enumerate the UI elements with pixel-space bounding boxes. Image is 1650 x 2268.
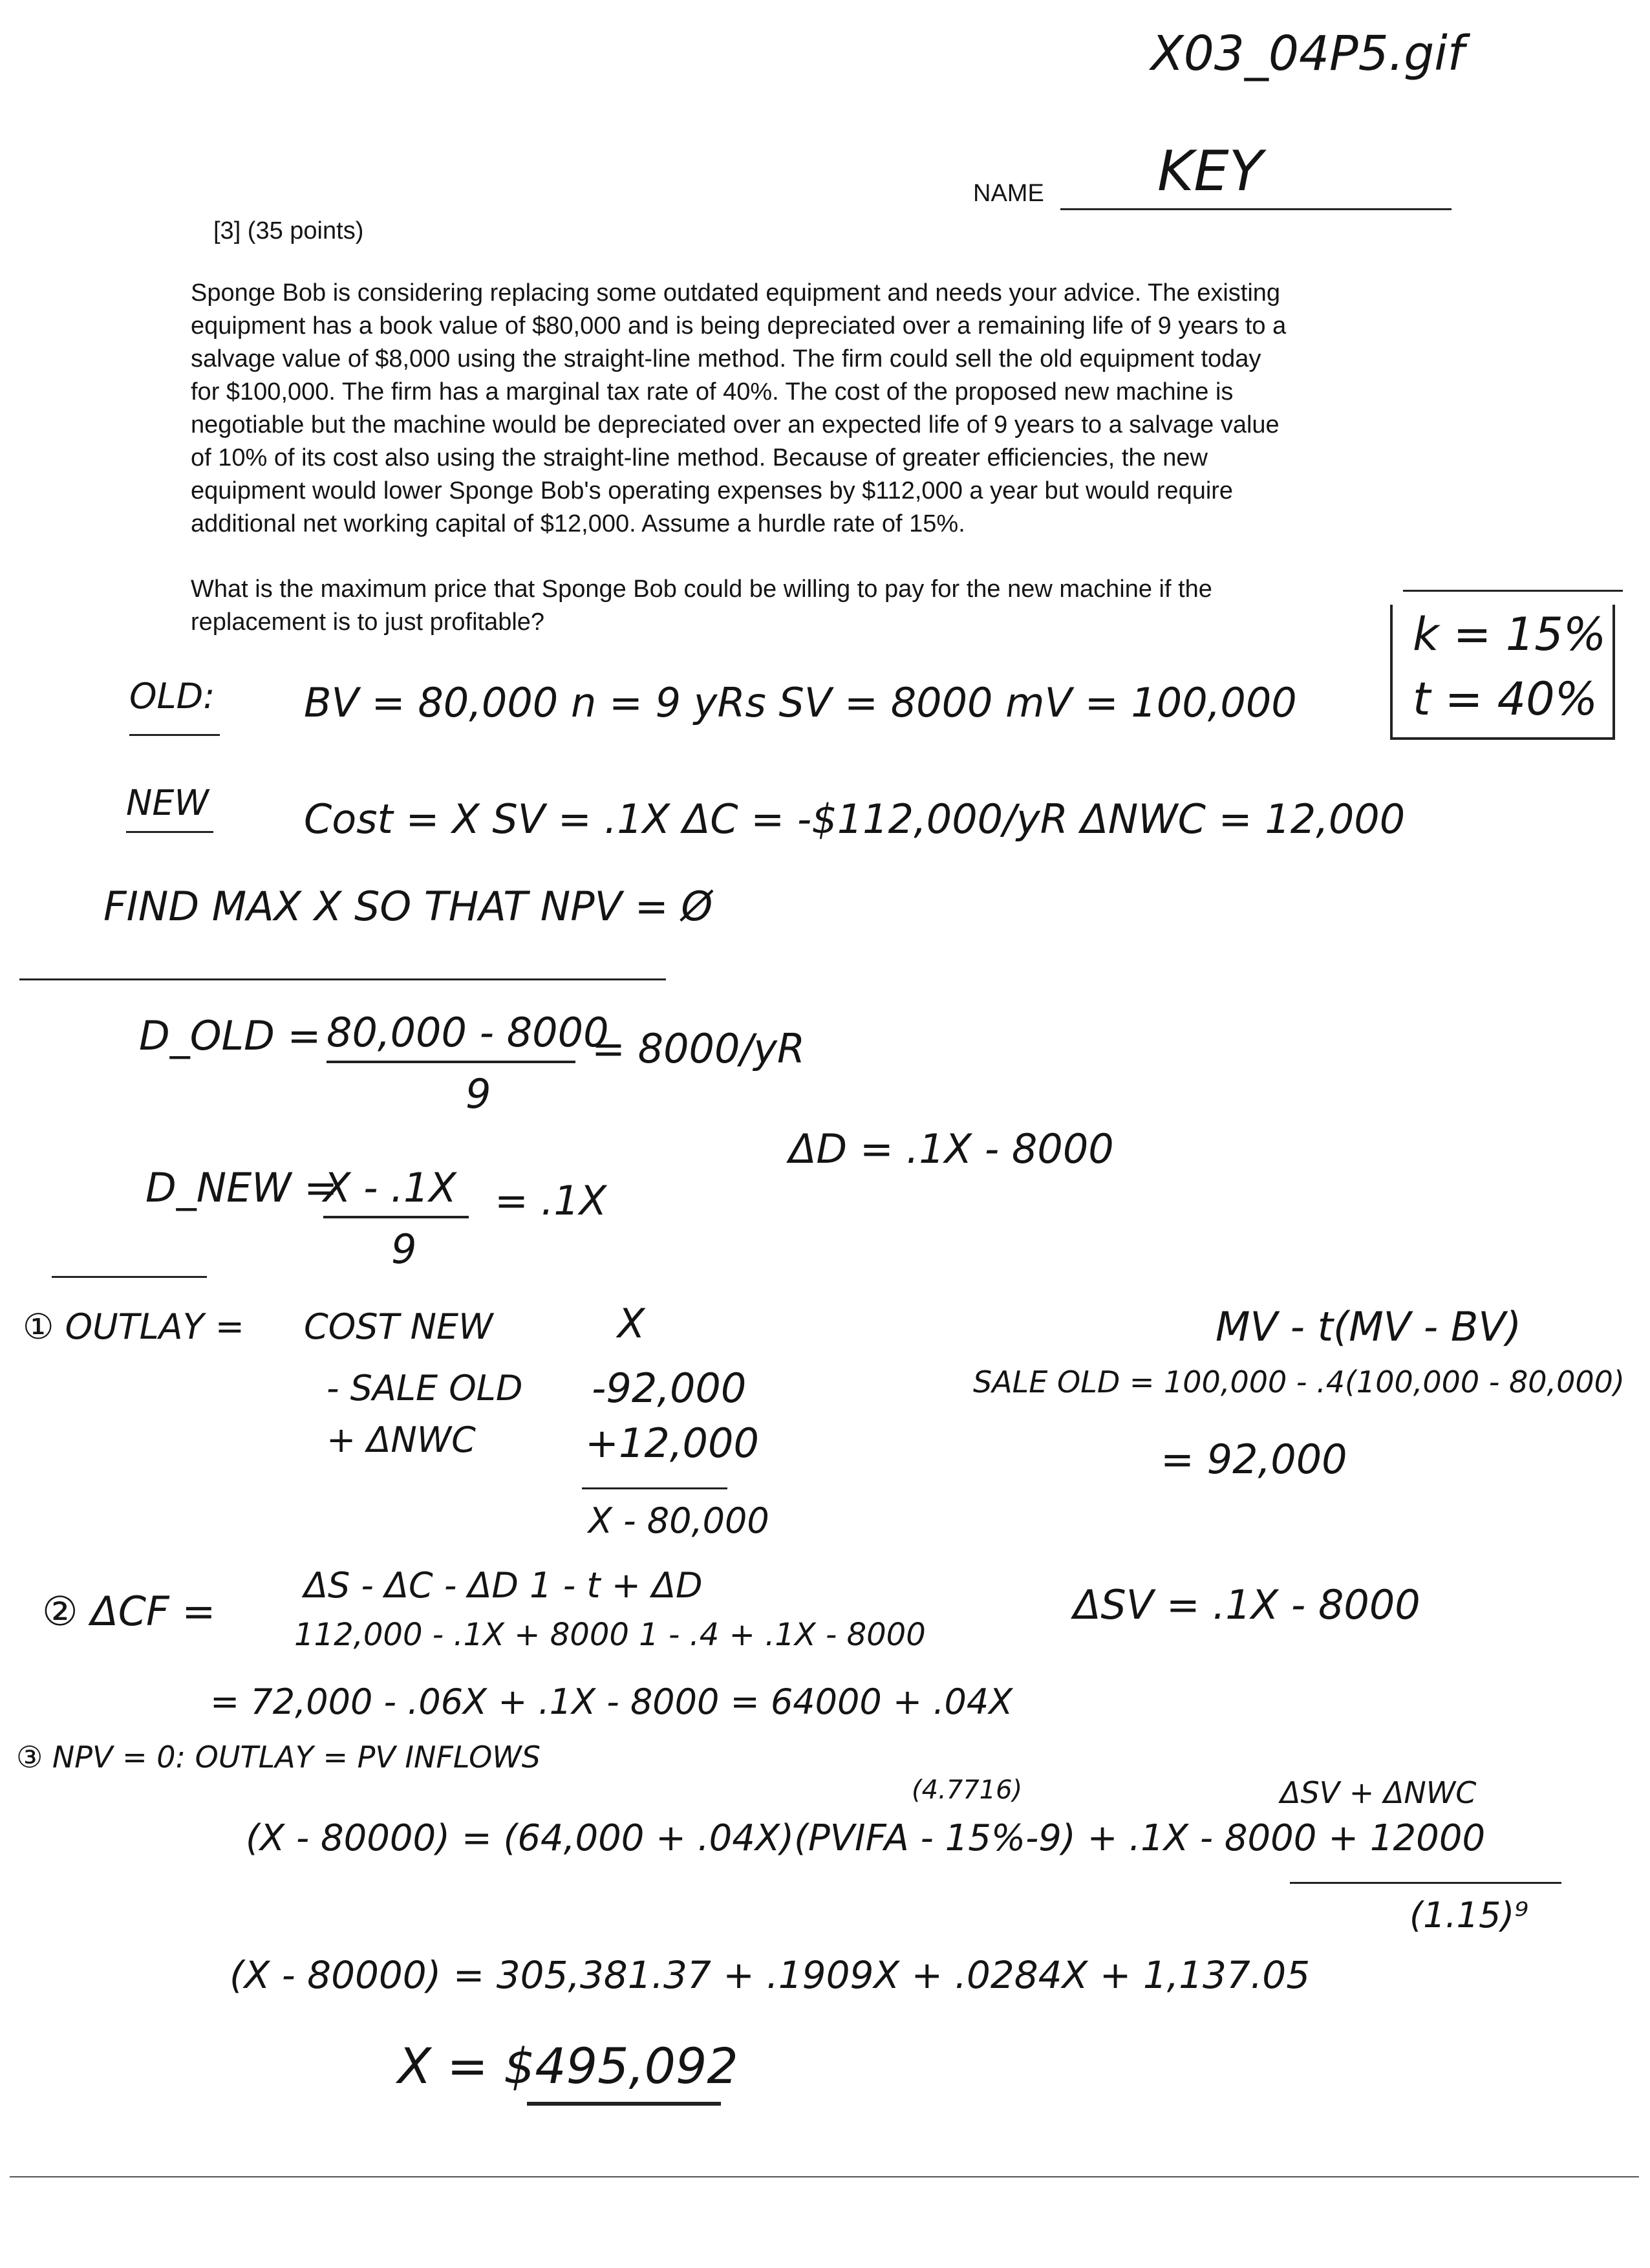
problem-line: equipment has a book value of $80,000 and is being depreciated over a remaining life of 9 years to a bbox=[191, 312, 1287, 340]
pvifa-note: (4.7716) bbox=[912, 1775, 1023, 1805]
npv-equation-expanded: (X - 80000) = 305,381.37 + .1909X + .0284X + 1,137.05 bbox=[230, 1953, 1311, 1997]
outlay-label: ① OUTLAY = bbox=[23, 1306, 245, 1347]
dcf-label: ② ΔCF = bbox=[42, 1588, 216, 1635]
outlay-total: X - 80,000 bbox=[588, 1500, 769, 1541]
sale-old-calculation: SALE OLD = 100,000 - .4(100,000 - 80,000) bbox=[973, 1365, 1625, 1399]
problem-line: of 10% of its cost also using the straight-line method. Because of greater efficiencies, the new bbox=[191, 444, 1208, 471]
outlay-row-label: - SALE OLD bbox=[327, 1368, 523, 1409]
d-new-lhs: D_NEW = bbox=[145, 1164, 338, 1211]
problem-line: Sponge Bob is considering replacing some outdated equipment and needs your advice. The existing bbox=[191, 279, 1281, 307]
old-underline bbox=[129, 734, 220, 736]
d-old-denominator: 9 bbox=[466, 1070, 491, 1118]
outlay-row-value: -92,000 bbox=[592, 1365, 747, 1412]
d-old-rhs: = 8000/yR bbox=[592, 1025, 806, 1072]
outlay-row-value: +12,000 bbox=[585, 1420, 759, 1467]
pv-fraction-bar bbox=[1290, 1882, 1561, 1884]
name-value: KEY bbox=[1157, 139, 1263, 204]
d-new-denominator: 9 bbox=[391, 1226, 417, 1273]
name-underline bbox=[1060, 208, 1452, 210]
filename-annotation: X03_04P5.gif bbox=[1151, 26, 1464, 81]
handwritten-line bbox=[1403, 590, 1623, 592]
final-answer: X = $495,092 bbox=[398, 2037, 738, 2095]
box-t: t = 40% bbox=[1413, 673, 1598, 726]
d-old-fraction-bar bbox=[327, 1061, 575, 1063]
question-line: replacement is to just profitable? bbox=[191, 609, 545, 636]
dsv-dnwc-note: ΔSV + ΔNWC bbox=[1280, 1775, 1477, 1810]
question-line: What is the maximum price that Sponge Bob could be willing to pay for the new machine if the bbox=[191, 576, 1212, 603]
dcf-simplified: = 72,000 - .06X + .1X - 8000 = 64000 + .04X bbox=[210, 1681, 1013, 1722]
delta-d: ΔD = .1X - 8000 bbox=[789, 1125, 1114, 1172]
d-new-rhs: = .1X bbox=[495, 1177, 607, 1224]
delta-sv: ΔSV = .1X - 8000 bbox=[1073, 1581, 1420, 1628]
problem-line: additional net working capital of $12,000. Assume a hurdle rate of 15%. bbox=[191, 510, 965, 537]
d-old-numerator: 80,000 - 8000 bbox=[327, 1009, 609, 1056]
npv-condition: ③ NPV = 0: OUTLAY = PV INFLOWS bbox=[16, 1740, 541, 1775]
pv-denominator: (1.15)⁹ bbox=[1409, 1895, 1529, 1936]
sale-old-formula: MV - t(MV - BV) bbox=[1216, 1303, 1522, 1350]
section-divider bbox=[52, 1276, 207, 1278]
outlay-row-label: COST NEW bbox=[304, 1306, 493, 1347]
problem-line: salvage value of $8,000 using the straight-line method. The firm could sell the old equipment today bbox=[191, 345, 1261, 373]
box-k: k = 15% bbox=[1413, 608, 1607, 661]
dcf-substitution: 112,000 - .1X + 8000 1 - .4 + .1X - 8000 bbox=[294, 1617, 926, 1653]
problem-line: negotiable but the machine would be depreciated over an expected life of 9 years to a salvage value bbox=[191, 411, 1280, 438]
old-values: BV = 80,000 n = 9 yRs SV = 8000 mV = 100,000 bbox=[304, 679, 1297, 726]
new-underline bbox=[126, 831, 213, 833]
outlay-row-label: + ΔNWC bbox=[327, 1420, 476, 1460]
old-label: OLD: bbox=[129, 676, 215, 717]
dcf-formula: ΔS - ΔC - ΔD 1 - t + ΔD bbox=[304, 1565, 703, 1606]
points-label: [3] (35 points) bbox=[213, 217, 364, 244]
d-new-fraction-bar bbox=[323, 1216, 469, 1218]
npv-equation: (X - 80000) = (64,000 + .04X)(PVIFA - 15%-9) + .1X - 8000 + 12000 bbox=[246, 1817, 1486, 1859]
new-values: Cost = X SV = .1X ΔC = -$112,000/yR ΔNWC = 12,000 bbox=[304, 795, 1406, 843]
name-label: NAME bbox=[973, 180, 1044, 207]
new-label: NEW bbox=[126, 783, 209, 823]
outlay-total-rule bbox=[582, 1487, 727, 1489]
page-bottom-rule bbox=[10, 2176, 1639, 2177]
d-old-lhs: D_OLD = bbox=[139, 1012, 321, 1059]
question bbox=[191, 573, 1471, 639]
answer-underline bbox=[527, 2102, 721, 2106]
section-divider bbox=[19, 978, 666, 980]
problem-line: for $100,000. The firm has a marginal tax rate of 40%. The cost of the proposed new machine is bbox=[191, 378, 1234, 405]
problem-line: equipment would lower Sponge Bob's operating expenses by $112,000 a year but would require bbox=[191, 477, 1234, 504]
d-new-numerator: X - .1X bbox=[323, 1164, 456, 1211]
find-statement: FIND MAX X SO THAT NPV = Ø bbox=[103, 883, 713, 930]
problem-statement bbox=[191, 277, 1468, 541]
sale-old-result: = 92,000 bbox=[1161, 1436, 1347, 1483]
outlay-row-value: X bbox=[617, 1300, 645, 1347]
